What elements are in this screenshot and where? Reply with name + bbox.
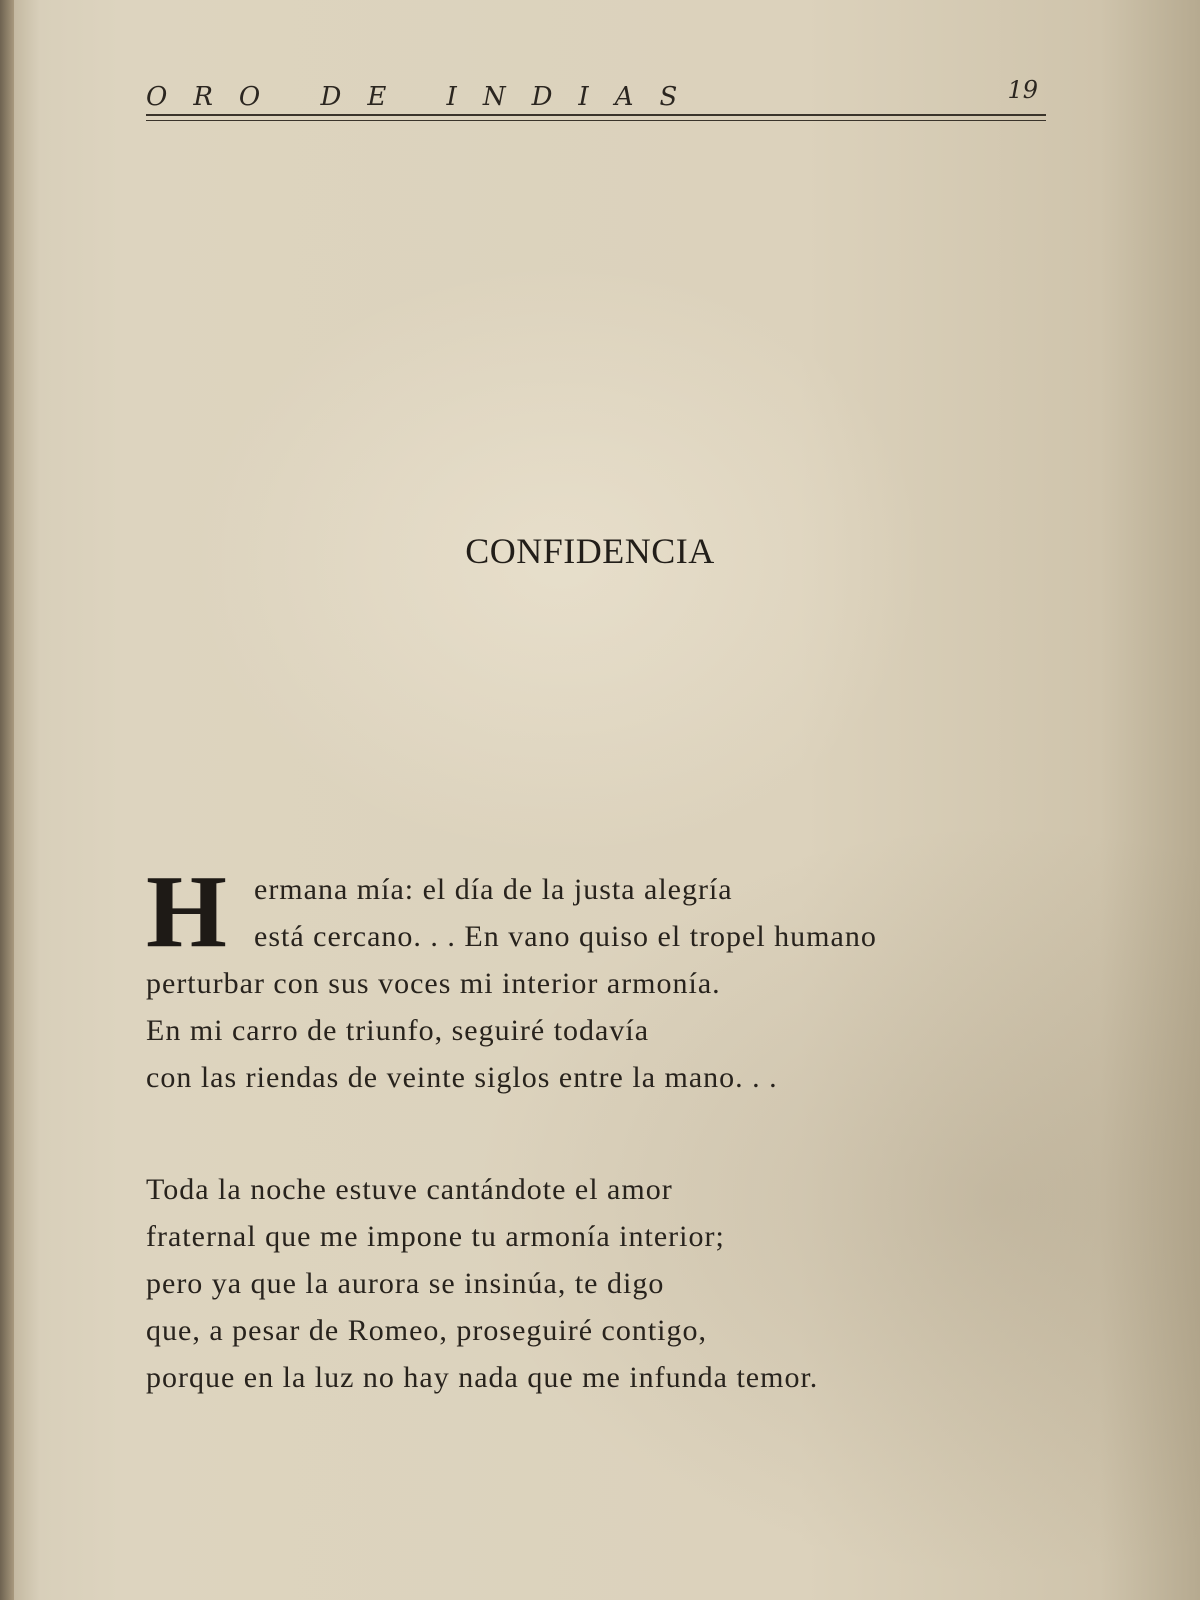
header-rule-thin — [146, 120, 1046, 121]
verse-line: perturbar con sus voces mi interior armonía. — [146, 967, 721, 1000]
poem-title: CONFIDENCIA — [465, 531, 715, 571]
drop-cap: H — [146, 854, 228, 969]
header-rule — [146, 114, 1046, 116]
verse-line: porque en la luz no hay nada que me infunda temor. — [146, 1361, 819, 1394]
running-head — [146, 76, 1046, 116]
page-number: 19 — [1007, 76, 1038, 104]
verse-line: con las riendas de veinte siglos entre la mano. . . — [146, 1061, 778, 1094]
verse-line: que, a pesar de Romeo, proseguiré contigo, — [146, 1314, 708, 1347]
verse-line: En mi carro de triunfo, seguiré todavía — [146, 1014, 650, 1047]
verse-line: Toda la noche estuve cantándote el amor — [146, 1173, 673, 1206]
page-gutter-edge — [0, 0, 14, 1600]
stanza-2 — [146, 1166, 1066, 1401]
verse-line: está cercano. . . En vano quiso el tropel humano — [254, 920, 877, 953]
stanza-1 — [146, 854, 1066, 1101]
verse-line: pero ya que la aurora se insinúa, te digo — [146, 1267, 665, 1300]
verse-line: fraternal que me impone tu armonía interior; — [146, 1220, 725, 1253]
running-title: ORO DE INDIAS — [146, 82, 704, 112]
verse-line: ermana mía: el día de la justa alegría — [254, 873, 733, 906]
